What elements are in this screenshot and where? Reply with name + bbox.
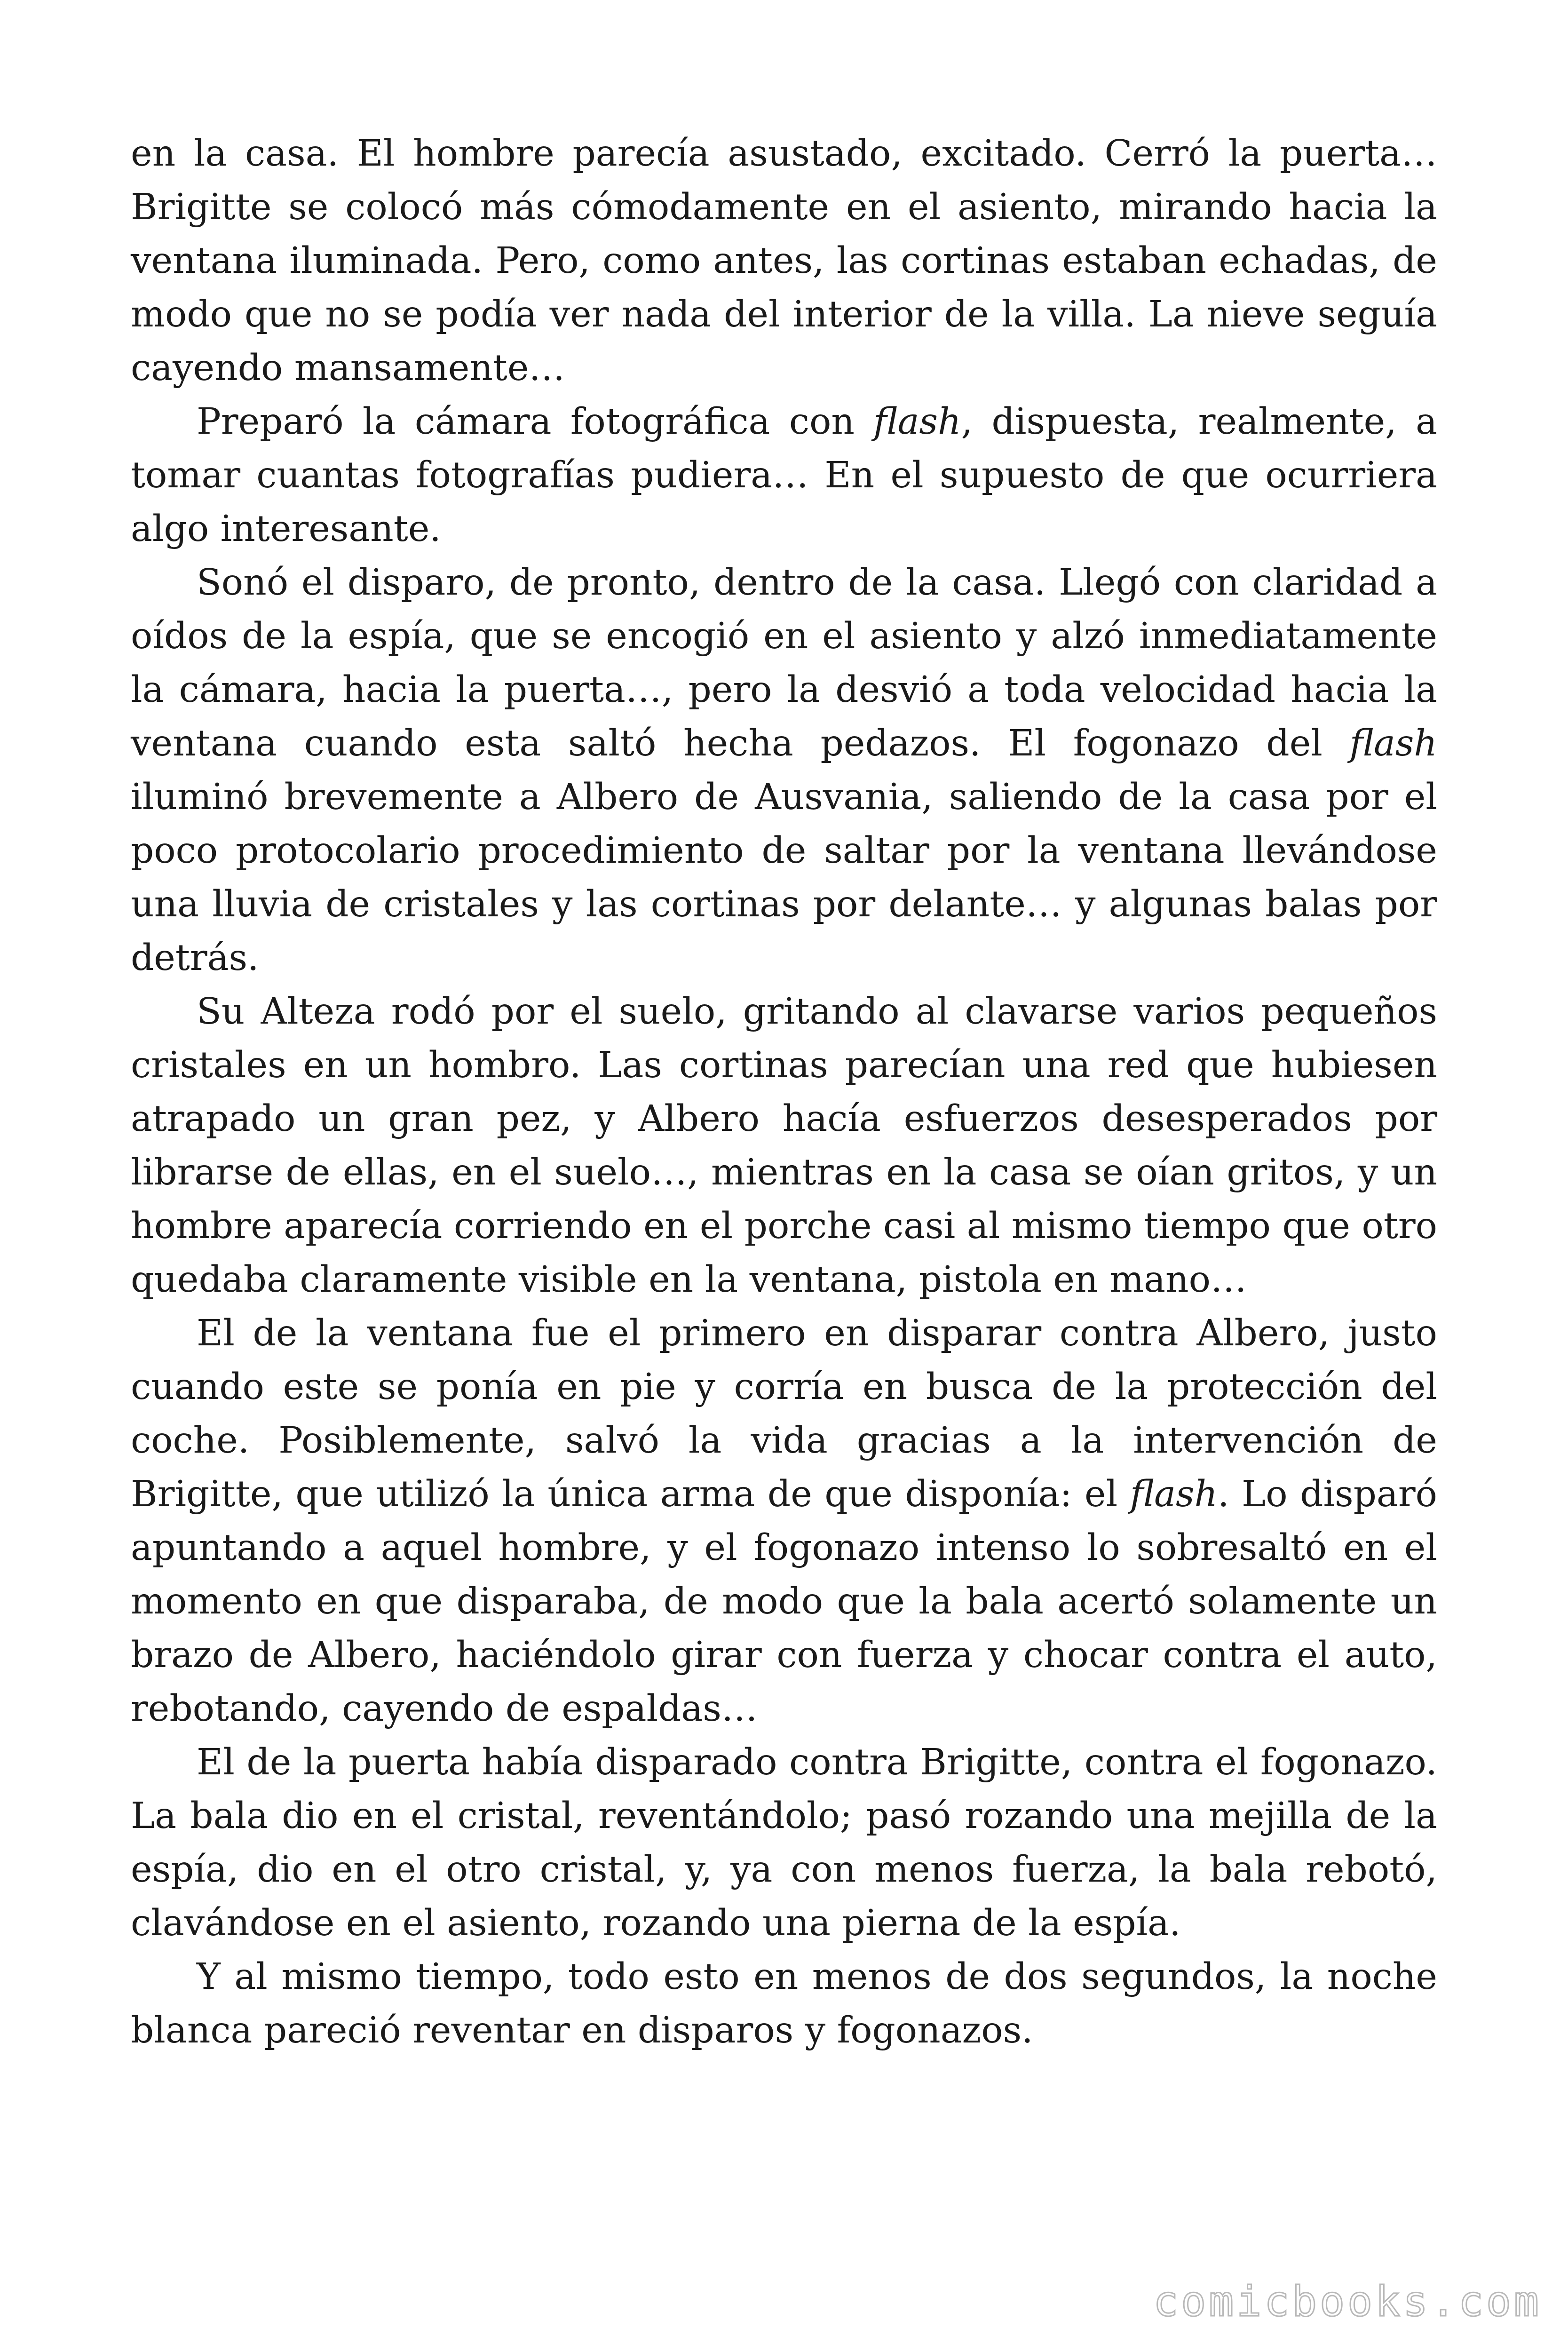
paragraph — [131, 127, 1437, 395]
text-segment: Sonó el disparo, de pronto, dentro de la casa. Llegó con claridad a oídos de la espía, que se encogió en el asiento y alzó inmediatamente la cámara, hacia la puerta…, pero la desvió a toda velocidad hacia la ventana cuando esta saltó hecha pedazos. El fogonazo del — [131, 562, 1437, 764]
text-segment: Preparó la cámara fotográfica con — [197, 401, 874, 443]
text-segment: , dispuesta, realmente, a tomar cuantas fotografías pudiera… En el supuesto de que ocurriera algo interesante. — [131, 401, 1437, 550]
italic-text: flash — [1349, 723, 1437, 764]
text-segment: Su Alteza rodó por el suelo, gritando al clavarse varios pequeños cristales en un hombro. Las cortinas parecían una red que hubiesen atrapado un gran pez, y Albero hacía esfuerzos desesperados por librarse de ellas, en el suelo…, mientras en la casa se oían gritos, y un hombre aparecía corriendo en el porche casi al mismo tiempo que otro quedaba claramente visible en la ventana, pistola en mano… — [131, 991, 1437, 1301]
italic-text: flash — [873, 401, 961, 443]
text-segment: El de la puerta había disparado contra Brigitte, contra el fogonazo. La bala dio en el cristal, reventándolo; pasó rozando una mejilla de la espía, dio en el otro cristal, y, ya con menos fuerza, la bala rebotó, clavándose en el asiento, rozando una pierna de la espía. — [131, 1741, 1437, 1944]
text-segment: Y al mismo tiempo, todo esto en menos de dos segundos, la noche blanca pareció reventar en disparos y fogonazos. — [131, 1956, 1437, 2051]
paragraph — [131, 395, 1437, 556]
text-segment: iluminó brevemente a Albero de Ausvania, saliendo de la casa por el poco protocolario procedimiento de saltar por la ventana llevándose una lluvia de cristales y las cortinas por delante… y algunas balas por detrás. — [131, 776, 1437, 979]
text-segment: . Lo disparó apuntando a aquel hombre, y el fogonazo intenso lo sobresaltó en el momento en que disparaba, de modo que la bala acertó solamente un brazo de Albero, haciéndolo girar con fuerza y chocar contra el auto, rebotando, cayendo de espaldas… — [131, 1473, 1438, 1730]
watermark: comicbooks.com — [1153, 2277, 1542, 2326]
paragraph — [131, 1307, 1437, 1736]
text-segment: en la casa. El hombre parecía asustado, excitado. Cerró la puerta… Brigitte se colocó más cómodamente en el asiento, mirando hacia la ventana iluminada. Pero, como antes, las cortinas estaban echadas, de modo que no se podía ver nada del interior de la villa. La nieve seguía cayendo mansamente… — [131, 133, 1437, 389]
paragraph — [131, 1736, 1437, 1950]
paragraph — [131, 556, 1437, 985]
paragraph — [131, 1950, 1437, 2058]
italic-text: flash — [1130, 1473, 1218, 1515]
text-segment: El de la ventana fue el primero en disparar contra Albero, justo cuando este se ponía en pie y corría en busca de la protección del coche. Posiblemente, salvó la vida gracias a la intervención de Brigitte, que utilizó la única arma de que disponía: el — [131, 1312, 1437, 1515]
book-page — [131, 127, 1437, 2272]
body-text — [131, 127, 1437, 2058]
paragraph — [131, 985, 1437, 1307]
